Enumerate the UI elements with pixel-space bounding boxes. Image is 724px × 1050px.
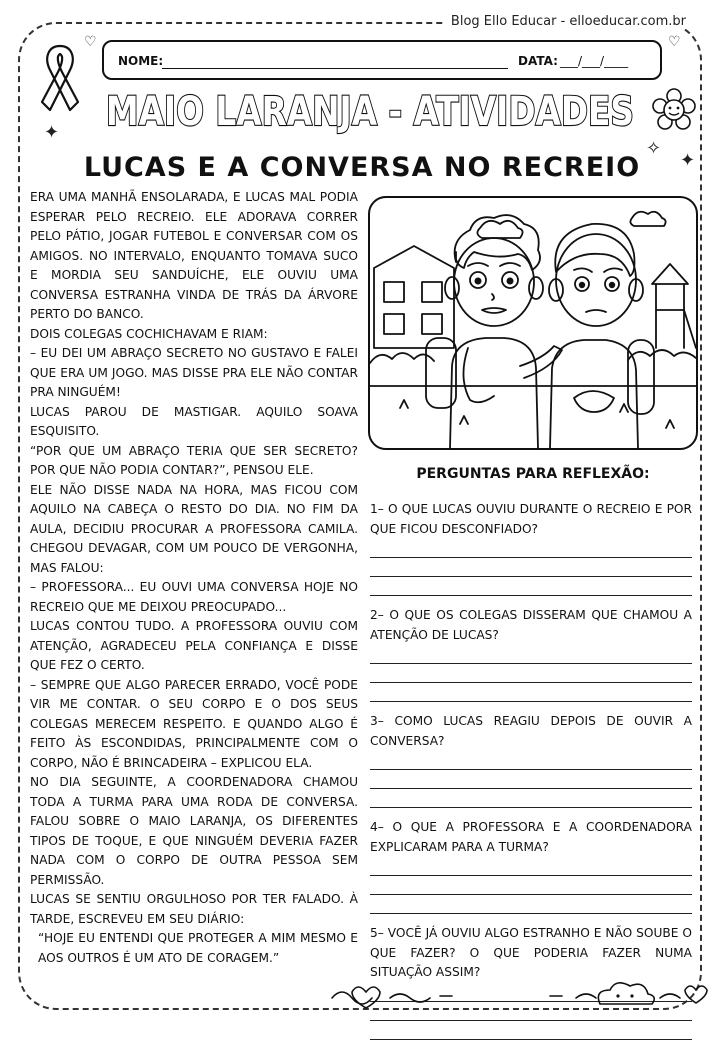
story-paragraph: – EU DEI UM ABRAÇO SECRETO NO GUSTAVO E FALEI QUE ERA UM JOGO. MAS DISSE PRA ELE NÃO CONTAR PRA NINGUÉM! <box>30 346 358 399</box>
sparkle-icon: ✦ <box>44 122 60 143</box>
banner-text: MAIO LARANJA - ATIVIDADES <box>106 89 634 135</box>
heart-icon <box>352 987 380 1008</box>
cloud-icon <box>598 983 654 1004</box>
answer-line[interactable] <box>370 895 692 914</box>
name-date-box <box>102 40 662 80</box>
answer-line[interactable] <box>370 558 692 577</box>
heart-icon <box>685 986 707 1003</box>
answer-line[interactable] <box>370 1021 692 1040</box>
story-paragraph: LUCAS PAROU DE MASTIGAR. AQUILO SOAVA ESQUISITO. <box>30 404 358 438</box>
story-paragraph: LUCAS SE SENTIU ORGULHOSO POR TER FALADO. À TARDE, ESCREVEU EM SEU DIÁRIO: <box>30 892 358 926</box>
name-field[interactable] <box>162 68 508 69</box>
answer-line[interactable] <box>370 876 692 895</box>
story-paragraph: – SEMPRE QUE ALGO PARECER ERRADO, VOCÊ PODE VIR ME CONTAR. O SEU CORPO E O DOS SEUS COLEGAS MERECEM RESPEITO. E QUANDO ALGO É FEITO ÀS ESCONDIDAS, PRINCIPALMENTE COM O CORPO, NÃO É BRINCADEIRA – EXPLICOU ELA. <box>30 677 358 770</box>
story-paragraph: ELE NÃO DISSE NADA NA HORA, MAS FICOU COM AQUILO NA CABEÇA O RESTO DO DIA. NO FIM DA AULA, DECIDIU PROCURAR A PROFESSORA CAMILA. CHEGOU DEVAGAR, COM UM POUCO DE VERGONHA, MAS FALOU: <box>30 482 358 575</box>
answer-line[interactable] <box>370 683 692 702</box>
sparkle-icon: ✧ <box>646 138 662 159</box>
answer-line[interactable] <box>370 789 692 808</box>
question-text: 2– O QUE OS COLEGAS DISSERAM QUE CHAMOU A ATENÇÃO DE LUCAS? <box>370 608 692 642</box>
answer-line[interactable] <box>370 751 692 770</box>
answer-line[interactable] <box>370 857 692 876</box>
question-item <box>370 712 692 808</box>
questions-title: PERGUNTAS PARA REFLEXÃO: <box>416 466 650 482</box>
story-paragraph: “POR QUE UM ABRAÇO TERIA QUE SER SECRETO? POR QUE NÃO PODIA CONTAR?”, PENSOU ELE. <box>30 443 358 477</box>
story-paragraph: DOIS COLEGAS COCHICHAVAM E RIAM: <box>30 326 268 341</box>
story-illustration <box>368 196 698 450</box>
question-text: 5– VOCÊ JÁ OUVIU ALGO ESTRANHO E NÃO SOUBE O QUE FAZER? O QUE PODERIA FAZER NUMA SITUAÇÃO ASSIM? <box>370 926 692 979</box>
answer-line[interactable] <box>370 577 692 596</box>
question-text: 1– O QUE LUCAS OUVIU DURANTE O RECREIO E POR QUE FICOU DESCONFIADO? <box>370 502 692 536</box>
footer-decoration <box>330 978 710 1012</box>
page-title: LUCAS E A CONVERSA NO RECREIO <box>83 152 641 183</box>
story-paragraph: LUCAS CONTOU TUDO. A PROFESSORA OUVIU COM ATENÇÃO, AGRADECEU PELA CONFIANÇA E DISSE QUE FEZ O CERTO. <box>30 619 358 672</box>
name-label: NOME: <box>118 54 164 68</box>
answer-line[interactable] <box>370 664 692 683</box>
story-paragraph: “HOJE EU ENTENDI QUE PROTEGER A MIM MESMO E AOS OUTROS É UM ATO DE CORAGEM.” <box>38 931 358 965</box>
story-paragraph: NO DIA SEGUINTE, A COORDENADORA CHAMOU TODA A TURMA PARA UMA RODA DE CONVERSA. FALOU SOBRE O MAIO LARANJA, OS DIFERENTES TIPOS DE TOQUE, E QUE NINGUÉM DEVERIA FAZER NADA COM O CORPO DE OUTRA PESSOA SEM PERMISSÃO. <box>30 775 358 887</box>
blog-credit: Blog Ello Educar - elloeducar.com.br <box>445 14 692 29</box>
heart-icon: ♡ <box>84 34 97 50</box>
awareness-ribbon-icon <box>30 40 90 118</box>
heart-icon: ♡ <box>668 34 681 50</box>
answer-line[interactable] <box>370 539 692 558</box>
question-item <box>370 818 692 914</box>
story-text <box>30 188 358 968</box>
question-text: 4– O QUE A PROFESSORA E A COORDENADORA EXPLICARAM PARA A TURMA? <box>370 820 692 854</box>
answer-line[interactable] <box>370 645 692 664</box>
story-paragraph: ERA UMA MANHÃ ENSOLARADA, E LUCAS MAL PODIA ESPERAR PELO RECREIO. ELE ADORAVA CORRER PELO PÁTIO, JOGAR FUTEBOL E CONVERSAR COM OS AMIGOS. NO INTERVALO, ENQUANTO TOMAVA SUCO E MORDIA SEU SANDUÍCHE, ELE OUVIU UMA CONVERSA ESTRANHA VINDA DE TRÁS DA ÁRVORE PERTO DO BANCO. <box>30 190 358 321</box>
sparkle-icon: ✦ <box>680 150 696 171</box>
answer-line[interactable] <box>370 770 692 789</box>
question-item <box>370 606 692 702</box>
questions-list <box>370 500 692 1050</box>
activity-banner <box>100 86 640 136</box>
date-field[interactable]: ___/___/____ <box>560 54 629 68</box>
date-label: DATA: <box>518 54 558 68</box>
question-text: 3– COMO LUCAS REAGIU DEPOIS DE OUVIR A CONVERSA? <box>370 714 692 748</box>
flower-icon <box>652 88 696 132</box>
question-item <box>370 500 692 596</box>
story-paragraph: – PROFESSORA... EU OUVI UMA CONVERSA HOJE NO RECREIO QUE ME DEIXOU PREOCUPADO... <box>30 580 358 614</box>
